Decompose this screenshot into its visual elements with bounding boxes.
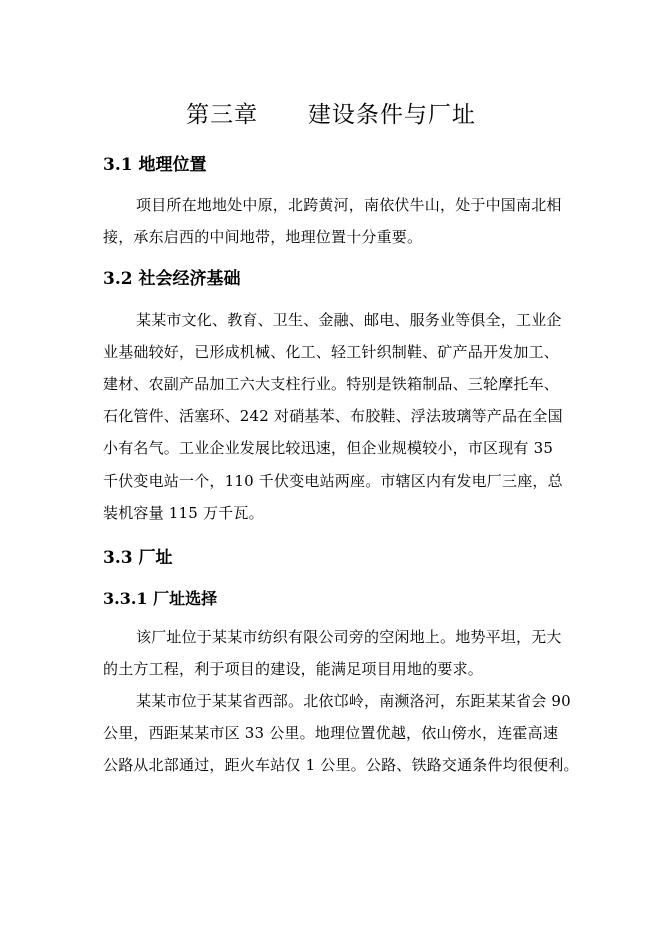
- paragraph-line: 某某市位于某某省西部。北依邙岭，南濒洛河，东距某某省会 90: [136, 692, 571, 710]
- paragraph-line: 石化管件、活塞环、242 对硝基苯、布胶鞋、浮法玻璃等产品在全国: [103, 407, 563, 425]
- paragraph-line: 建材、农副产品加工六大支柱行业。特别是铁箱制品、三轮摩托车、: [103, 375, 560, 393]
- section-heading-3-3-1: 3.3.1 厂址选择: [103, 589, 218, 608]
- paragraph-line: 的土方工程，利于项目的建设，能满足项目用地的要求。: [103, 660, 484, 678]
- paragraph-line: 小有名气。工业企业发展比较迅速，但企业规模较小，市区现有 35: [103, 439, 554, 457]
- paragraph-line: 公里，西距某某市区 33 公里。地理位置优越，依山傍水，连霍高速: [103, 724, 559, 742]
- section-heading-3-1: 3.1 地理位置: [103, 155, 207, 175]
- paragraph-line: 该厂址位于某某市纺织有限公司旁的空闲地上。地势平坦，无大: [136, 628, 562, 646]
- paragraph-line: 公路从北部通过，距火车站仅 1 公里。公路、铁路交通条件均很便利。: [103, 756, 579, 774]
- chapter-title: 第三章 建设条件与厂址: [186, 102, 476, 128]
- paragraph-line: 项目所在地地处中原，北跨黄河，南依伏牛山，处于中国南北相: [136, 196, 562, 214]
- section-heading-3-3: 3.3 厂址: [103, 548, 173, 568]
- paragraph-line: 装机容量 115 万千瓦。: [103, 504, 264, 522]
- paragraph-line: 千伏变电站一个，110 千伏变电站两座。市辖区内有发电厂三座，总: [103, 472, 563, 490]
- paragraph-line: 业基础较好，已形成机械、化工、轻工针织制鞋、矿产品开发加工、: [103, 343, 560, 361]
- paragraph-line: 接，承东启西的中间地带，地理位置十分重要。: [103, 228, 423, 246]
- section-heading-3-2: 3.2 社会经济基础: [103, 269, 241, 289]
- paragraph-line: 某某市文化、教育、卫生、金融、邮电、服务业等俱全，工业企: [136, 311, 562, 329]
